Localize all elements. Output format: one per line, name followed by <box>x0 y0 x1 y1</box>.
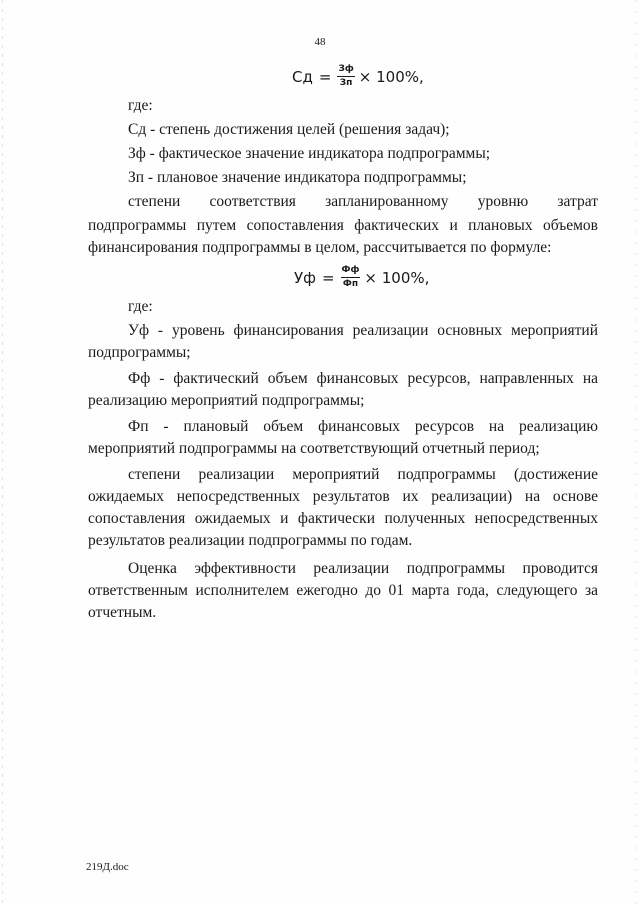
where-label-2: где: <box>128 298 153 315</box>
definition-uf: Уф - уровень финансирования реализации основных мероприятий подпрограммы; <box>88 322 598 361</box>
definition-zp: Зп - плановое значение индикатора подпрограммы; <box>128 169 467 186</box>
formula-lhs: Сд <box>292 67 313 86</box>
footer-filename: 219Д.doc <box>86 861 129 873</box>
formula-fraction <box>341 265 361 290</box>
paragraph-implementation-degree: степени реализации мероприятий подпрограммы (достижение ожидаемых непосредственных результатов их реализации) на основе сопоставления ожидаемых и фактически полученных непосредственных результатов реализации подпрограммы по годам. <box>88 466 598 549</box>
definition-ff: Фф - фактический объем финансовых ресурсов, направленных на реализацию мероприятий подпрограммы; <box>88 370 598 409</box>
definition-zf: Зф - фактическое значение индикатора подпрограммы; <box>128 145 491 162</box>
formula-rhs: × 100%, <box>358 67 424 86</box>
formula-achievement <box>292 64 424 89</box>
formula-financing <box>294 265 429 290</box>
paragraph-cost-compliance-line1: степени соответствия запланированному уровню затрат <box>128 193 598 210</box>
definition-fp: Фп - плановый объем финансовых ресурсов на реализацию мероприятий подпрограммы на соответствующий отчетный период; <box>88 418 598 457</box>
scan-edge-right <box>636 0 637 905</box>
formula-equals: = <box>318 67 332 86</box>
formula-fraction <box>337 64 354 89</box>
definition-sd: Сд - степень достижения целей (решения задач); <box>128 121 450 138</box>
fraction-denominator: Зп <box>339 78 353 88</box>
formula-rhs: × 100%, <box>364 268 430 287</box>
scan-edge-left <box>2 0 3 905</box>
formula-lhs: Уф <box>294 268 316 287</box>
formula-equals: = <box>321 268 335 287</box>
where-label-1: где: <box>128 97 153 114</box>
page-number: 48 <box>314 36 326 48</box>
fraction-denominator: Фп <box>342 279 359 289</box>
fraction-numerator: Зф <box>337 64 354 77</box>
fraction-numerator: Фф <box>341 265 361 278</box>
paragraph-cost-compliance-rest: подпрограммы путем сопоставления фактических и плановых объемов финансирования подпрограммы в целом, рассчитывается по формуле: <box>88 217 598 256</box>
paragraph-efficiency-assessment: Оценка эффективности реализации подпрограммы проводится ответственным исполнителем ежегодно до 01 марта года, следующего за отчетным. <box>88 560 598 621</box>
